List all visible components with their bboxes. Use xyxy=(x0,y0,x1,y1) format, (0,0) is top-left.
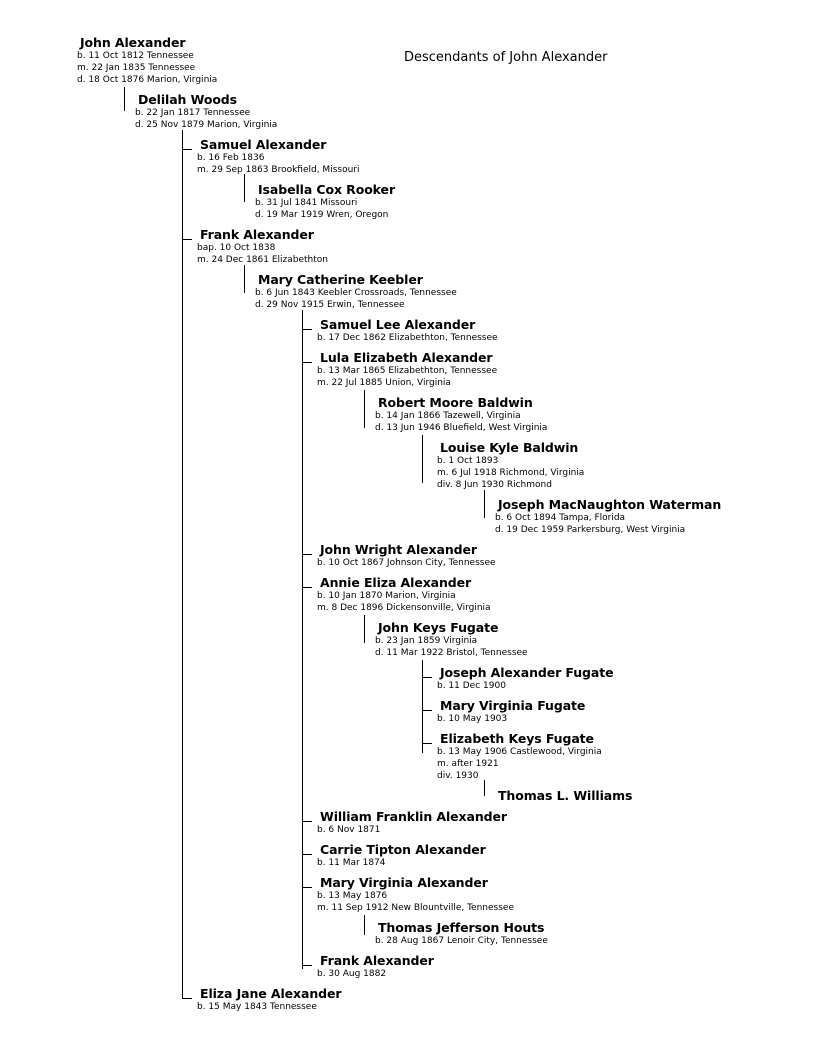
person-fact: b. 31 Jul 1841 Missouri xyxy=(255,198,358,208)
person-fact: d. 13 Jun 1946 Bluefield, West Virginia xyxy=(375,423,548,433)
person-fact: bap. 10 Oct 1838 xyxy=(197,243,276,253)
connector-line xyxy=(244,174,245,202)
person-fact: d. 11 Mar 1922 Bristol, Tennessee xyxy=(375,648,528,658)
person-fact: b. 6 Nov 1871 xyxy=(317,825,381,835)
person-name: Mary Virginia Fugate xyxy=(440,698,586,713)
person-name: Robert Moore Baldwin xyxy=(378,395,533,410)
person-fact: d. 19 Dec 1959 Parkersburg, West Virginia xyxy=(495,525,686,535)
person-name: Isabella Cox Rooker xyxy=(258,182,396,197)
person-fact: div. 8 Jun 1930 Richmond xyxy=(437,480,552,490)
person-fact: div. 1930 xyxy=(437,771,479,781)
person-name: Elizabeth Keys Fugate xyxy=(440,731,594,746)
person-fact: m. 11 Sep 1912 New Blountville, Tennessee xyxy=(317,903,514,913)
person-fact: b. 13 Mar 1865 Elizabethton, Tennessee xyxy=(317,366,498,376)
person-fact: b. 10 Oct 1867 Johnson City, Tennessee xyxy=(317,558,496,568)
person-entry xyxy=(197,227,328,266)
person-entry xyxy=(317,317,498,344)
connector-tick xyxy=(302,887,312,888)
person-fact: m. 8 Dec 1896 Dickensonville, Virginia xyxy=(317,603,491,613)
person-name: Thomas L. Williams xyxy=(498,788,633,803)
person-fact: b. 23 Jan 1859 Virginia xyxy=(375,636,478,646)
connector-line xyxy=(422,660,423,753)
person-entry xyxy=(437,731,602,782)
connector-line xyxy=(302,310,303,969)
person-entry xyxy=(437,665,613,692)
connector-tick xyxy=(302,854,312,855)
person-entry xyxy=(255,182,395,221)
connector-line xyxy=(364,390,365,428)
person-fact: d. 18 Oct 1876 Marion, Virginia xyxy=(77,75,218,85)
connector-line xyxy=(182,130,183,999)
person-name: Frank Alexander xyxy=(200,227,314,242)
page-title: Descendants of John Alexander xyxy=(404,50,608,65)
person-fact: b. 10 Jan 1870 Marion, Virginia xyxy=(317,591,456,601)
person-fact: b. 15 May 1843 Tennessee xyxy=(197,1002,317,1012)
person-entry xyxy=(437,440,584,491)
person-entry xyxy=(375,620,528,659)
person-fact: b. 28 Aug 1867 Lenoir City, Tennessee xyxy=(375,936,548,946)
connector-tick xyxy=(182,239,192,240)
connector-tick xyxy=(422,677,432,678)
person-fact: m. 22 Jan 1835 Tennessee xyxy=(77,63,196,73)
person-fact: b. 11 Mar 1874 xyxy=(317,858,386,868)
person-name: John Keys Fugate xyxy=(378,620,499,635)
person-entry xyxy=(255,272,457,311)
connector-tick xyxy=(422,710,432,711)
connector-tick xyxy=(302,965,312,966)
person-fact: b. 11 Dec 1900 xyxy=(437,681,506,691)
person-entry xyxy=(317,875,514,914)
connector-line xyxy=(484,490,485,518)
person-name: William Franklin Alexander xyxy=(320,809,507,824)
connector-line xyxy=(364,915,365,935)
person-fact: d. 29 Nov 1915 Erwin, Tennessee xyxy=(255,300,405,310)
person-entry xyxy=(135,92,277,131)
person-fact: b. 13 May 1906 Castlewood, Virginia xyxy=(437,747,602,757)
person-fact: b. 6 Jun 1843 Keebler Crossroads, Tennessee xyxy=(255,288,457,298)
person-name: Samuel Alexander xyxy=(200,137,327,152)
person-fact: b. 1 Oct 1893 xyxy=(437,456,499,466)
person-fact: m. 6 Jul 1918 Richmond, Virginia xyxy=(437,468,585,478)
person-fact: b. 11 Oct 1812 Tennessee xyxy=(77,51,194,61)
person-name: Delilah Woods xyxy=(138,92,237,107)
connector-tick xyxy=(182,998,192,999)
connector-tick xyxy=(302,587,312,588)
person-entry xyxy=(317,953,434,980)
connector-tick xyxy=(302,362,312,363)
connector-tick xyxy=(302,329,312,330)
connector-tick xyxy=(422,743,432,744)
person-name: Carrie Tipton Alexander xyxy=(320,842,486,857)
person-entry xyxy=(317,842,486,869)
connector-line xyxy=(484,780,485,796)
person-name: Eliza Jane Alexander xyxy=(200,986,342,1001)
connector-line xyxy=(364,615,365,643)
connector-line xyxy=(124,87,125,111)
person-fact: b. 13 May 1876 xyxy=(317,891,388,901)
person-name: John Alexander xyxy=(80,35,186,50)
person-entry xyxy=(317,350,497,389)
person-fact: m. 22 Jul 1885 Union, Virginia xyxy=(317,378,451,388)
person-fact: d. 25 Nov 1879 Marion, Virginia xyxy=(135,120,278,130)
person-fact: b. 30 Aug 1882 xyxy=(317,969,387,979)
person-name: Lula Elizabeth Alexander xyxy=(320,350,493,365)
person-name: Samuel Lee Alexander xyxy=(320,317,476,332)
person-entry xyxy=(317,575,491,614)
person-entry xyxy=(375,395,547,434)
person-entry xyxy=(375,920,548,947)
person-fact: b. 22 Jan 1817 Tennessee xyxy=(135,108,251,118)
connector-line xyxy=(422,435,423,483)
person-entry xyxy=(197,986,341,1013)
person-name: Mary Virginia Alexander xyxy=(320,875,488,890)
person-entry xyxy=(197,137,360,176)
connector-line xyxy=(244,265,245,293)
person-fact: b. 17 Dec 1862 Elizabethton, Tennessee xyxy=(317,333,498,343)
person-name: Joseph MacNaughton Waterman xyxy=(498,497,722,512)
connector-tick xyxy=(182,149,192,150)
person-entry xyxy=(317,809,507,836)
person-entry xyxy=(77,35,217,86)
connector-tick xyxy=(302,554,312,555)
person-name: Mary Catherine Keebler xyxy=(258,272,423,287)
person-name: Louise Kyle Baldwin xyxy=(440,440,579,455)
person-fact: m. 24 Dec 1861 Elizabethton xyxy=(197,255,328,265)
person-name: Joseph Alexander Fugate xyxy=(440,665,614,680)
person-fact: b. 6 Oct 1894 Tampa, Florida xyxy=(495,513,626,523)
person-name: Thomas Jefferson Houts xyxy=(378,920,545,935)
person-entry xyxy=(495,788,632,803)
person-entry xyxy=(317,542,496,569)
person-fact: b. 16 Feb 1836 xyxy=(197,153,265,163)
person-name: John Wright Alexander xyxy=(320,542,477,557)
person-fact: m. 29 Sep 1863 Brookfield, Missouri xyxy=(197,165,360,175)
person-name: Annie Eliza Alexander xyxy=(320,575,472,590)
person-fact: m. after 1921 xyxy=(437,759,499,769)
person-entry xyxy=(437,698,585,725)
person-fact: d. 19 Mar 1919 Wren, Oregon xyxy=(255,210,389,220)
person-fact: b. 10 May 1903 xyxy=(437,714,508,724)
person-fact: b. 14 Jan 1866 Tazewell, Virginia xyxy=(375,411,521,421)
person-entry xyxy=(495,497,721,536)
connector-tick xyxy=(302,821,312,822)
person-name: Frank Alexander xyxy=(320,953,434,968)
